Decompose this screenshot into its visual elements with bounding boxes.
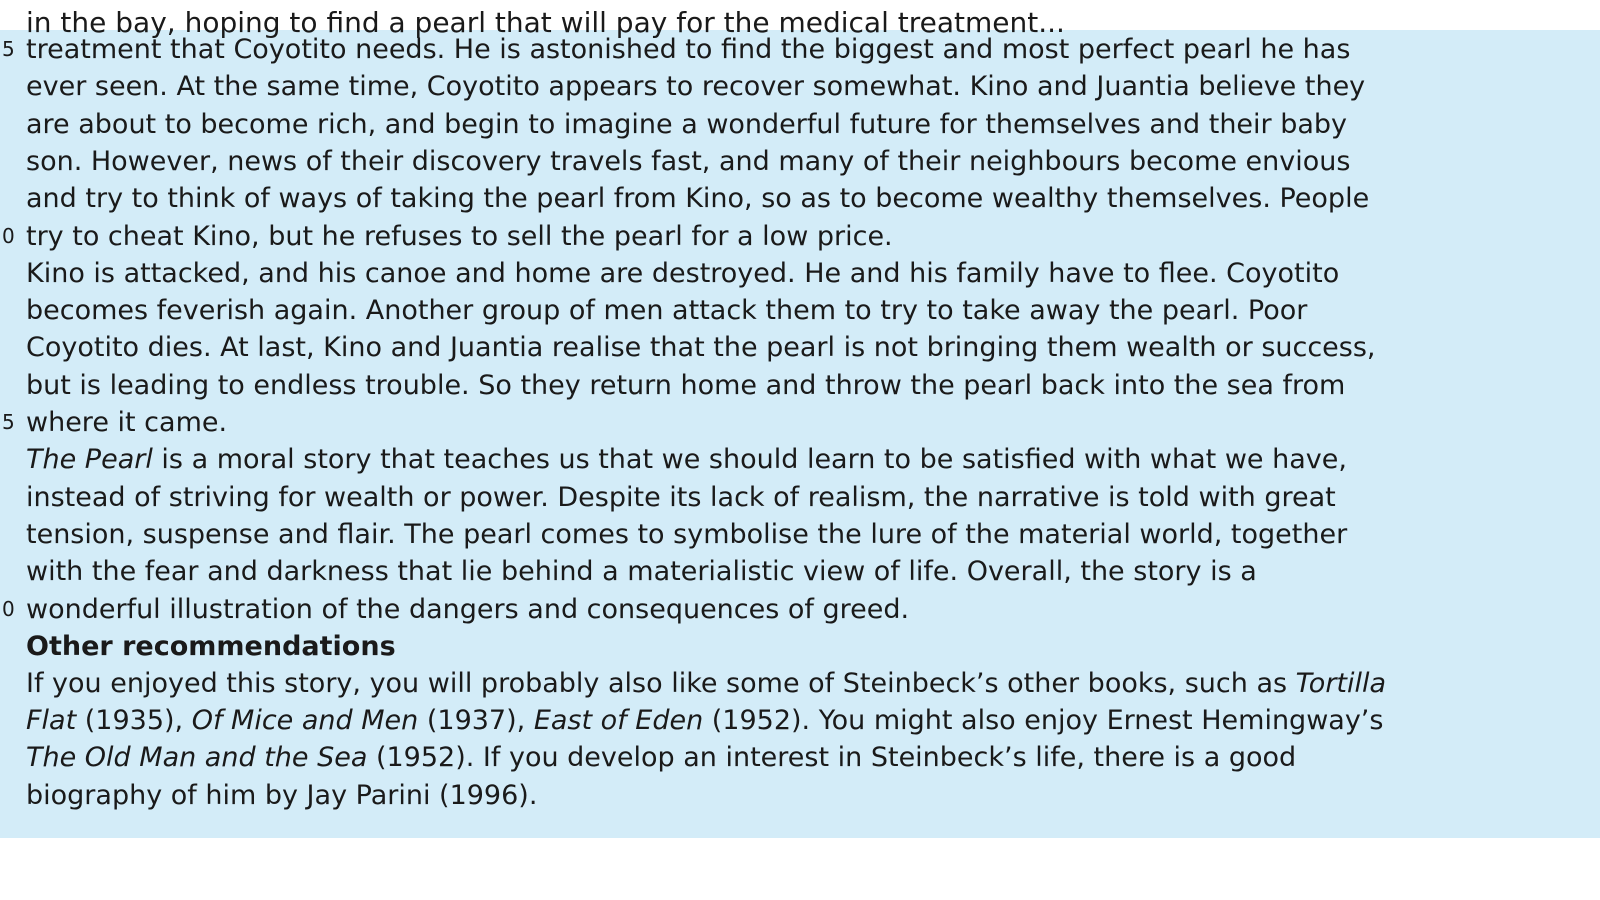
paragraph-text: If you enjoyed this story, you will probably also like some of Steinbeck’s other books, such as xyxy=(26,668,1296,699)
paragraph-line: son. However, news of their discovery travels fast, and many of their neighbours become envious xyxy=(26,146,1351,177)
book-title: Of Mice and Men xyxy=(191,705,419,736)
book-title: The Pearl xyxy=(26,444,153,475)
paragraph-text: (1937), xyxy=(418,705,534,736)
paragraph-line: Coyotito dies. At last, Kino and Juantia realise that the pearl is not bringing them wealth or success, xyxy=(26,332,1376,363)
paragraph-line: and try to think of ways of taking the pearl from Kino, so as to become wealthy themselves. People xyxy=(26,183,1370,214)
line-number: 5 xyxy=(2,410,15,434)
paragraph-line: ever seen. At the same time, Coyotito appears to recover somewhat. Kino and Juantia believe they xyxy=(26,71,1366,102)
line-number: 0 xyxy=(2,224,15,248)
paragraph-line: try to cheat Kino, but he refuses to sell the pearl for a low price. xyxy=(26,221,893,252)
paragraph-line: instead of striving for wealth or power. Despite its lack of realism, the narrative is told with great xyxy=(26,482,1336,513)
paragraph-line: where it came. xyxy=(26,407,228,438)
paragraph-line xyxy=(26,665,1386,702)
paragraph-text: (1935), xyxy=(76,705,192,736)
book-title: Tortilla xyxy=(1295,668,1387,699)
paragraph-line: biography of him by Jay Parini (1996). xyxy=(26,780,538,811)
line-number: 0 xyxy=(2,597,15,621)
paragraph-text: (1952). You might also enjoy Ernest Hemingway’s xyxy=(703,705,1384,736)
book-title: The Old Man and the Sea xyxy=(26,742,368,773)
paragraph-text: is a moral story that teaches us that we should learn to be satisfied with what we have, xyxy=(152,444,1347,475)
paragraph-line xyxy=(26,702,1383,739)
book-title: Flat xyxy=(26,705,77,736)
paragraph-line: but is leading to endless trouble. So they return home and throw the pearl back into the sea from xyxy=(26,370,1346,401)
paragraph-line xyxy=(26,441,1347,478)
paragraph-line: tension, suspense and flair. The pearl comes to symbolise the lure of the material world, together xyxy=(26,519,1348,550)
paragraph-line: wonderful illustration of the dangers and consequences of greed. xyxy=(26,594,910,625)
section-heading: Other recommendations xyxy=(26,631,396,662)
paragraph-line: are about to become rich, and begin to imagine a wonderful future for themselves and their baby xyxy=(26,109,1348,140)
document-page xyxy=(0,6,1600,838)
book-title: East of Eden xyxy=(533,705,704,736)
paragraph-line: treatment that Coyotito needs. He is astonished to find the biggest and most perfect pearl he has xyxy=(26,34,1351,65)
paragraph-line: Kino is attacked, and his canoe and home are destroyed. He and his family have to flee. Coyotito xyxy=(26,258,1340,289)
paragraph-line xyxy=(26,739,1296,776)
paragraph-line: becomes feverish again. Another group of men attack them to try to take away the pearl. Poor xyxy=(26,295,1308,326)
paragraph-line: with the fear and darkness that lie behind a materialistic view of life. Overall, the story is a xyxy=(26,556,1257,587)
clipped-text-line: in the bay, hoping to find a pearl that will pay for the medical treatment... xyxy=(26,6,1065,39)
line-number: 5 xyxy=(2,37,15,61)
paragraph-text: (1952). If you develop an interest in Steinbeck’s life, there is a good xyxy=(367,742,1297,773)
